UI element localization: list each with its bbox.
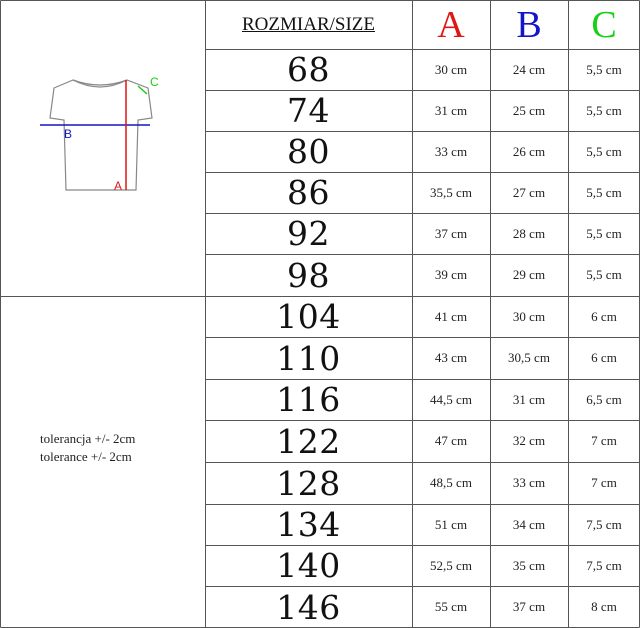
size-value: 116	[276, 380, 341, 419]
size-value: 134	[276, 505, 341, 544]
measure-c-value: 6 cm	[591, 308, 617, 324]
measure-b-value: 34 cm	[512, 516, 546, 532]
tolerance-note	[40, 430, 200, 466]
measure-b-value: 35 cm	[512, 557, 546, 573]
size-value: 104	[276, 297, 341, 336]
tshirt-diagram	[40, 72, 170, 202]
tolerance-line-en: tolerance +/- 2cm	[40, 449, 132, 464]
size-value: 98	[287, 255, 330, 295]
measure-c-value: 6 cm	[591, 350, 617, 365]
measure-a-value: 43 cm	[434, 350, 468, 365]
measure-c-value: 5,5 cm	[586, 102, 622, 118]
measure-a-value: 35,5 cm	[430, 184, 472, 200]
column-c-header: C	[591, 3, 617, 46]
measure-c-value: 5,5 cm	[586, 184, 622, 200]
measure-b-value: 30 cm	[512, 308, 546, 324]
measure-a-value: 47 cm	[434, 433, 468, 448]
label-b: B	[64, 127, 73, 141]
measure-a-value: 55 cm	[434, 599, 468, 614]
size-value: 74	[287, 91, 330, 130]
measure-c-value: 7 cm	[591, 433, 617, 448]
measure-a-value: 41 cm	[434, 308, 468, 324]
measure-a-value: 44,5 cm	[430, 391, 472, 407]
measure-c-value: 6,5 cm	[586, 391, 622, 407]
size-value: 122	[276, 421, 341, 461]
measure-b-value: 27 cm	[512, 184, 546, 200]
measure-b-value: 29 cm	[512, 267, 546, 282]
measure-a-value: 51 cm	[434, 516, 468, 532]
measure-b-value: 37 cm	[512, 599, 546, 614]
measure-a-value: 30 cm	[434, 61, 468, 77]
tolerance-line-pl: tolerancja +/- 2cm	[40, 431, 136, 446]
size-value: 86	[287, 173, 330, 212]
measure-c-value: 5,5 cm	[586, 61, 622, 77]
measure-a-value: 31 cm	[434, 102, 468, 118]
measure-c-value: 7,5 cm	[586, 516, 622, 532]
measure-c-value: 8 cm	[591, 599, 617, 614]
measure-c-value: 7,5 cm	[586, 557, 622, 573]
size-value: 80	[287, 132, 330, 171]
size-value: 128	[276, 463, 341, 503]
measure-a-value: 48,5 cm	[430, 475, 472, 490]
size-value: 92	[287, 214, 330, 253]
measure-b-value: 28 cm	[512, 225, 546, 241]
size-value: 140	[276, 546, 341, 585]
measure-b-value: 24 cm	[512, 61, 546, 77]
measure-b-value: 26 cm	[512, 143, 546, 159]
measure-a-value: 33 cm	[434, 143, 468, 159]
size-value: 110	[276, 338, 341, 378]
measure-c-value: 5,5 cm	[586, 225, 622, 241]
measure-b-value: 31 cm	[512, 391, 546, 407]
size-column-header: ROZMIAR/SIZE	[242, 13, 375, 35]
size-value: 68	[287, 50, 330, 89]
measure-a-value: 37 cm	[434, 225, 468, 241]
measure-c-value: 7 cm	[591, 475, 617, 490]
measure-b-value: 33 cm	[512, 475, 546, 490]
measure-a-value: 52,5 cm	[430, 557, 472, 573]
column-a-header: A	[437, 3, 465, 46]
measure-b-value: 32 cm	[512, 433, 546, 448]
label-a: A	[114, 179, 123, 193]
measure-a-value: 39 cm	[434, 267, 468, 282]
measure-c-value: 5,5 cm	[586, 143, 622, 159]
measure-b-value: 25 cm	[512, 102, 546, 118]
measure-b-value: 30,5 cm	[508, 350, 550, 365]
column-b-header: B	[516, 3, 542, 46]
size-value: 146	[276, 587, 341, 627]
label-c: C	[150, 75, 159, 89]
measure-c-value: 5,5 cm	[586, 267, 622, 282]
